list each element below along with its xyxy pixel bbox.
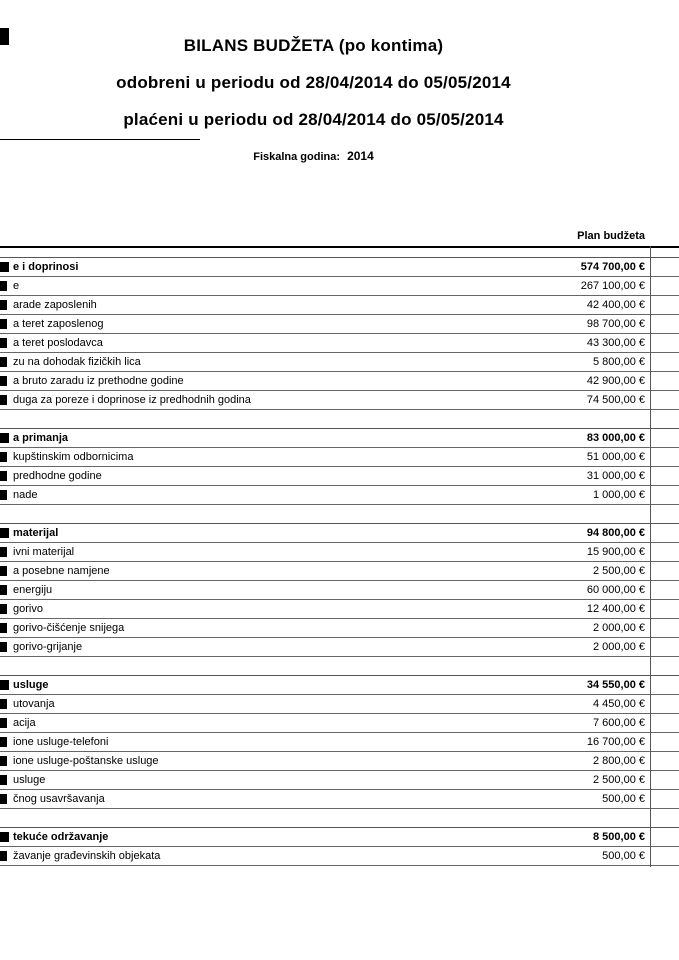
row-label: a bruto zaradu iz prethodne godine: [13, 375, 184, 387]
row-label: a primanja: [13, 432, 69, 444]
table-column-border: [650, 246, 651, 867]
table-row: [0, 733, 679, 752]
cropped-konto-mark: [0, 547, 7, 557]
cropped-konto-mark: [0, 490, 7, 500]
fiscal-year-value: 2014: [347, 149, 374, 163]
cropped-konto-mark: [0, 642, 7, 652]
cropped-konto-mark: [0, 832, 9, 842]
table-row: [0, 277, 679, 296]
row-label: gorivo-čišćenje snijega: [13, 622, 125, 634]
table-row: [0, 467, 679, 486]
cropped-konto-mark: [0, 604, 7, 614]
row-amount: 1 000,00 €: [593, 489, 645, 501]
row-label: ivni materijal: [13, 546, 75, 558]
cropped-konto-mark: [0, 528, 9, 538]
row-label: usluge: [13, 679, 49, 691]
row-label: e i doprinosi: [13, 261, 79, 273]
budget-group: [0, 523, 679, 657]
cropped-konto-mark: [0, 566, 7, 576]
row-amount: 500,00 €: [602, 793, 645, 805]
table-row: [0, 581, 679, 600]
row-amount: 12 400,00 €: [586, 603, 645, 615]
budget-group: [0, 675, 679, 809]
table-row: [0, 296, 679, 315]
table-row: [0, 790, 679, 809]
table-row: [0, 372, 679, 391]
table-row: [0, 638, 679, 657]
row-label: gorivo-grijanje: [13, 641, 83, 653]
cropped-konto-mark: [0, 775, 7, 785]
row-label: žavanje građevinskih objekata: [13, 850, 161, 862]
report-subtitle-approved: odobreni u periodu od 28/04/2014 do 05/05/2014: [116, 73, 511, 92]
cropped-konto-mark: [0, 376, 7, 386]
fiscal-year-line: [0, 149, 627, 163]
row-label: ione usluge-telefoni: [13, 736, 109, 748]
table-row: [0, 847, 679, 866]
cropped-konto-mark: [0, 300, 7, 310]
cropped-konto-mark: [0, 471, 7, 481]
table-row: [0, 334, 679, 353]
row-amount: 267 100,00 €: [580, 280, 645, 292]
row-label: acija: [13, 717, 36, 729]
report-title-block: [0, 27, 627, 138]
row-label: a posebne namjene: [13, 565, 110, 577]
cropped-konto-mark: [0, 338, 7, 348]
row-label: kupštinskim odbornicima: [13, 451, 134, 463]
row-amount: 51 000,00 €: [586, 451, 645, 463]
cropped-konto-mark: [0, 623, 7, 633]
cropped-konto-mark: [0, 281, 7, 291]
cropped-konto-mark: [0, 699, 7, 709]
cropped-konto-mark: [0, 452, 7, 462]
row-amount: 31 000,00 €: [586, 470, 645, 482]
report-title: BILANS BUDŽETA (po kontima): [183, 36, 444, 55]
table-row: [0, 562, 679, 581]
cropped-konto-mark: [0, 737, 7, 747]
group-header-row: [0, 258, 679, 277]
row-label: nade: [13, 489, 38, 501]
table-row: [0, 752, 679, 771]
row-amount: 74 500,00 €: [586, 394, 645, 406]
table-row: [0, 771, 679, 790]
cropped-konto-mark: [0, 718, 7, 728]
row-label: ione usluge-poštanske usluge: [13, 755, 159, 767]
table-row: [0, 543, 679, 562]
row-label: duga za poreze i doprinose iz predhodnih godina: [13, 394, 251, 406]
row-amount: 2 500,00 €: [593, 774, 645, 786]
group-header-row: [0, 828, 679, 847]
row-label: zu na dohodak fizičkih lica: [13, 356, 141, 368]
row-amount: 83 000,00 €: [586, 432, 645, 444]
budget-group: [0, 257, 679, 410]
table-row: [0, 448, 679, 467]
row-amount: 43 300,00 €: [586, 337, 645, 349]
row-amount: 2 000,00 €: [593, 622, 645, 634]
row-label: utovanja: [13, 698, 55, 710]
table-row: [0, 353, 679, 372]
group-header-row: [0, 676, 679, 695]
table-row: [0, 315, 679, 334]
group-header-row: [0, 429, 679, 448]
group-header-row: [0, 524, 679, 543]
row-amount: 5 800,00 €: [593, 356, 645, 368]
cropped-konto-mark: [0, 585, 7, 595]
row-label: materijal: [13, 527, 59, 539]
row-amount: 500,00 €: [602, 850, 645, 862]
cropped-konto-mark: [0, 794, 7, 804]
row-amount: 16 700,00 €: [586, 736, 645, 748]
row-label: a teret zaposlenog: [13, 318, 104, 330]
table-row: [0, 619, 679, 638]
report-subtitle-paid: plaćeni u periodu od 28/04/2014 do 05/05/2014: [123, 110, 504, 129]
row-label: energiju: [13, 584, 53, 596]
row-amount: 8 500,00 €: [593, 831, 645, 843]
cropped-konto-mark: [0, 851, 7, 861]
row-amount: 34 550,00 €: [586, 679, 645, 691]
row-label: gorivo: [13, 603, 43, 615]
row-label: čnog usavršavanja: [13, 793, 105, 805]
table-row: [0, 391, 679, 410]
row-label: predhodne godine: [13, 470, 102, 482]
table-row: [0, 714, 679, 733]
row-label: tekuće održavanje: [13, 831, 109, 843]
row-amount: 4 450,00 €: [593, 698, 645, 710]
budget-table: [0, 248, 679, 884]
header-divider: [0, 139, 200, 140]
row-label: arade zaposlenih: [13, 299, 97, 311]
row-amount: 42 900,00 €: [586, 375, 645, 387]
row-label: usluge: [13, 774, 46, 786]
column-header-plan-budzeta: Plan budžeta: [577, 230, 645, 242]
row-amount: 2 000,00 €: [593, 641, 645, 653]
budget-group: [0, 827, 679, 866]
fiscal-year-label: Fiskalna godina:: [253, 151, 341, 163]
cropped-konto-mark: [0, 433, 9, 443]
table-row: [0, 695, 679, 714]
row-amount: 2 800,00 €: [593, 755, 645, 767]
table-row: [0, 486, 679, 505]
cropped-konto-mark: [0, 262, 9, 272]
row-amount: 94 800,00 €: [586, 527, 645, 539]
table-row: [0, 600, 679, 619]
budget-group: [0, 428, 679, 505]
row-amount: 2 500,00 €: [593, 565, 645, 577]
row-amount: 7 600,00 €: [593, 717, 645, 729]
row-label: e: [13, 280, 20, 292]
row-amount: 574 700,00 €: [580, 261, 645, 273]
cropped-konto-mark: [0, 319, 7, 329]
row-amount: 60 000,00 €: [586, 584, 645, 596]
cropped-konto-mark: [0, 756, 7, 766]
row-amount: 42 400,00 €: [586, 299, 645, 311]
cropped-konto-mark: [0, 395, 7, 405]
row-label: a teret poslodavca: [13, 337, 103, 349]
cropped-konto-mark: [0, 357, 7, 367]
cropped-konto-mark: [0, 680, 9, 690]
row-amount: 98 700,00 €: [586, 318, 645, 330]
row-amount: 15 900,00 €: [586, 546, 645, 558]
